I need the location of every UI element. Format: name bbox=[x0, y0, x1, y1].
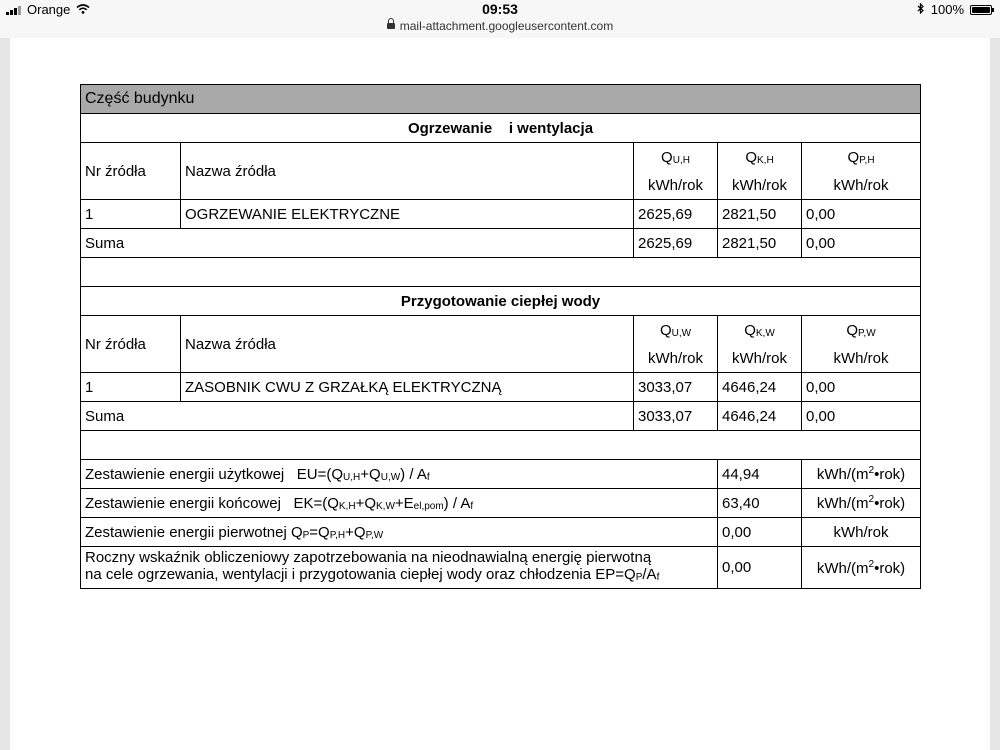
col-qu-unit: kWh/rok bbox=[634, 171, 718, 200]
ep-value: 0,00 bbox=[718, 547, 802, 589]
url-text: mail-attachment.googleusercontent.com bbox=[399, 19, 614, 33]
col-qk-header: $Q_{K,W}$ bbox=[718, 316, 802, 345]
heating-title: Ogrzewanie i wentylacja bbox=[81, 114, 921, 143]
sum-qp: 0,00 bbox=[802, 402, 921, 431]
sum-qu: 3033,07 bbox=[634, 402, 718, 431]
status-right bbox=[917, 2, 992, 17]
spacer-row bbox=[81, 431, 921, 460]
address-bar[interactable] bbox=[0, 18, 1000, 38]
source-nr: 1 bbox=[81, 373, 181, 402]
ep-unit: kWh/$(m^2•rok)$ bbox=[802, 547, 921, 589]
col-qk-unit: kWh/rok bbox=[718, 171, 802, 200]
heating-header-row bbox=[81, 143, 921, 172]
eu-label: Zestawienie energii użytkowej $EU=(Q_{U,H}+Q_{U,W}) / A_f$ bbox=[81, 460, 718, 489]
energy-table bbox=[80, 84, 921, 589]
col-name-header: Nazwa źródła bbox=[181, 316, 634, 373]
bluetooth-icon bbox=[917, 2, 925, 17]
summary-ep-row bbox=[81, 547, 921, 589]
spacer-row bbox=[81, 258, 921, 287]
sum-label: Suma bbox=[81, 229, 634, 258]
battery-percent: 100% bbox=[930, 2, 964, 17]
spacer-cell bbox=[81, 431, 921, 460]
hot-water-title: Przygotowanie ciepłej wody bbox=[81, 287, 921, 316]
table-row bbox=[81, 200, 921, 229]
battery-icon bbox=[970, 5, 992, 15]
source-nr: 1 bbox=[81, 200, 181, 229]
sum-qp: 0,00 bbox=[802, 229, 921, 258]
col-qp-header: $Q_{P,W}$ bbox=[802, 316, 921, 345]
summary-ek-row bbox=[81, 489, 921, 518]
col-name-header: Nazwa źródła bbox=[181, 143, 634, 200]
qp-unit: kWh/rok bbox=[802, 518, 921, 547]
col-qp-header: $Q_{P,H}$ bbox=[802, 143, 921, 172]
sum-label: Suma bbox=[81, 402, 634, 431]
hot-water-title-row bbox=[81, 287, 921, 316]
col-qp-unit: kWh/rok bbox=[802, 344, 921, 373]
col-qu-header: $Q_{U,W}$ bbox=[634, 316, 718, 345]
section-title: Część budynku bbox=[81, 85, 921, 114]
col-qu-unit: kWh/rok bbox=[634, 344, 718, 373]
qp-label: Zestawienie energii pierwotnej $Q_P=Q_{P,H}+Q_{P,W}$ bbox=[81, 518, 718, 547]
qp-value: 0,00 bbox=[802, 373, 921, 402]
sum-qk: 2821,50 bbox=[718, 229, 802, 258]
summary-eu-row bbox=[81, 460, 921, 489]
document-page bbox=[10, 38, 990, 750]
ek-label: Zestawienie energii końcowej $EK=(Q_{K,H}+Q_{K,W}+E_{el,pom}) / A_f$ bbox=[81, 489, 718, 518]
qp-value: 0,00 bbox=[718, 518, 802, 547]
carrier-name: Orange bbox=[27, 2, 71, 17]
heating-title-row bbox=[81, 114, 921, 143]
source-name: ZASOBNIK CWU Z GRZAŁKĄ ELEKTRYCZNĄ bbox=[181, 373, 634, 402]
qu-value: 2625,69 bbox=[634, 200, 718, 229]
eu-unit: kWh/$(m^2•rok)$ bbox=[802, 460, 921, 489]
battery-level bbox=[972, 7, 990, 13]
qk-value: 2821,50 bbox=[718, 200, 802, 229]
qk-value: 4646,24 bbox=[718, 373, 802, 402]
lock-icon bbox=[387, 23, 395, 29]
clock: 09:53 bbox=[482, 1, 518, 17]
section-header-row bbox=[81, 85, 921, 114]
col-nr-header: Nr źródła bbox=[81, 316, 181, 373]
sum-row bbox=[81, 229, 921, 258]
col-qk-header: $Q_{K,H}$ bbox=[718, 143, 802, 172]
eu-value: 44,94 bbox=[718, 460, 802, 489]
col-nr-header: Nr źródła bbox=[81, 143, 181, 200]
status-bar bbox=[0, 0, 1000, 18]
col-qp-unit: kWh/rok bbox=[802, 171, 921, 200]
qu-value: 3033,07 bbox=[634, 373, 718, 402]
sum-row bbox=[81, 402, 921, 431]
table-row bbox=[81, 373, 921, 402]
source-name: OGRZEWANIE ELEKTRYCZNE bbox=[181, 200, 634, 229]
sum-qk: 4646,24 bbox=[718, 402, 802, 431]
ek-value: 63,40 bbox=[718, 489, 802, 518]
ek-unit: kWh/$(m^2•rok)$ bbox=[802, 489, 921, 518]
col-qk-unit: kWh/rok bbox=[718, 344, 802, 373]
summary-qp-row bbox=[81, 518, 921, 547]
col-qu-header: $Q_{U,H}$ bbox=[634, 143, 718, 172]
ep-label: Roczny wskaźnik obliczeniowy zapotrzebowania na nieodnawialną energię pierwotną na cele ogrzewania, wentylacji i przygotowania ciepłej wody oraz chłodzenia $EP=Q_P/A_f$ bbox=[81, 547, 718, 589]
sum-qu: 2625,69 bbox=[634, 229, 718, 258]
hot-water-header-row bbox=[81, 316, 921, 345]
spacer-cell bbox=[81, 258, 921, 287]
qp-value: 0,00 bbox=[802, 200, 921, 229]
